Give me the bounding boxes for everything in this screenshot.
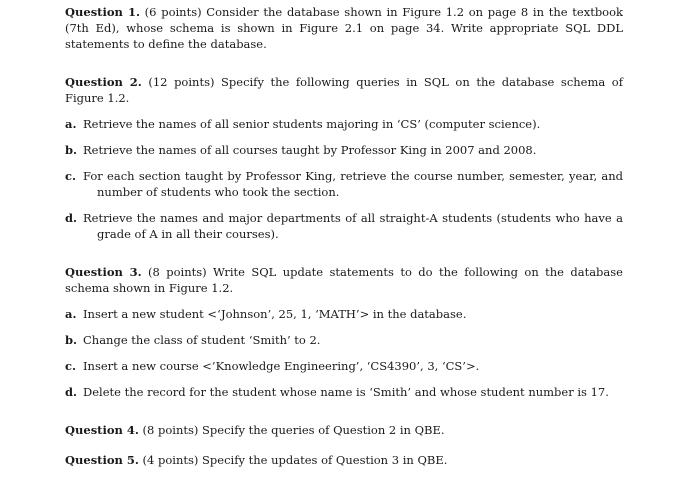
question-3-label: Question 3. <box>65 265 142 279</box>
item-label: c. <box>65 169 77 183</box>
item-text: For each section taught by Professor King, retrieve the course number, semester, year, and number of students who took the section. <box>83 169 623 199</box>
item-label: c. <box>65 359 77 373</box>
item-text: Retrieve the names and major departments of all straight-A students (students who have a grade of A in all their courses). <box>83 211 623 241</box>
question-3-item-d <box>65 384 623 400</box>
question-2-item-a <box>65 116 623 132</box>
question-3-text: (8 points) Write SQL update statements to do the following on the database schema shown in Figure 1.2. <box>65 265 623 295</box>
question-3 <box>65 264 623 296</box>
question-3-item-b <box>65 332 623 348</box>
question-1 <box>65 4 623 52</box>
question-2-item-d <box>65 210 623 242</box>
item-label: a. <box>65 307 77 321</box>
item-text: Insert a new student <‘Johnson’, 25, 1, ‘MATH’> in the database. <box>83 307 467 321</box>
item-text: Retrieve the names of all senior students majoring in ‘CS’ (computer science). <box>83 117 541 131</box>
question-2 <box>65 74 623 106</box>
question-5-text: (4 points) Specify the updates of Question 3 in QBE. <box>138 453 448 467</box>
question-1-label: Question 1. <box>65 5 140 19</box>
question-1-text: (6 points) Consider the database shown in Figure 1.2 on page 8 in the textbook (7th Ed), whose schema is shown in Figure 2.1 on page 34. Write appropriate SQL DDL statements to define the database. <box>65 5 623 51</box>
item-label: b. <box>65 143 78 157</box>
question-2-item-b <box>65 142 623 158</box>
item-label: a. <box>65 117 77 131</box>
item-label: d. <box>65 211 78 225</box>
item-label: b. <box>65 333 78 347</box>
item-text: Delete the record for the student whose name is ‘Smith’ and whose student number is 17. <box>83 385 609 399</box>
assignment-page <box>65 4 623 468</box>
question-2-text: (12 points) Specify the following queries in SQL on the database schema of Figure 1.2. <box>65 75 623 105</box>
question-4 <box>65 422 623 438</box>
item-label: d. <box>65 385 78 399</box>
question-5 <box>65 452 623 468</box>
item-text: Insert a new course <’Knowledge Engineering’, ‘CS4390’, 3, ‘CS’>. <box>83 359 480 373</box>
question-4-label: Question 4. <box>65 423 139 437</box>
question-5-label: Question 5. <box>65 453 139 467</box>
question-2-label: Question 2. <box>65 75 142 89</box>
question-3-item-a <box>65 306 623 322</box>
item-text: Retrieve the names of all courses taught by Professor King in 2007 and 2008. <box>83 143 537 157</box>
question-3-item-c <box>65 358 623 374</box>
item-text: Change the class of student ‘Smith’ to 2. <box>83 333 321 347</box>
question-4-text: (8 points) Specify the queries of Question 2 in QBE. <box>138 423 445 437</box>
question-2-item-c <box>65 168 623 200</box>
